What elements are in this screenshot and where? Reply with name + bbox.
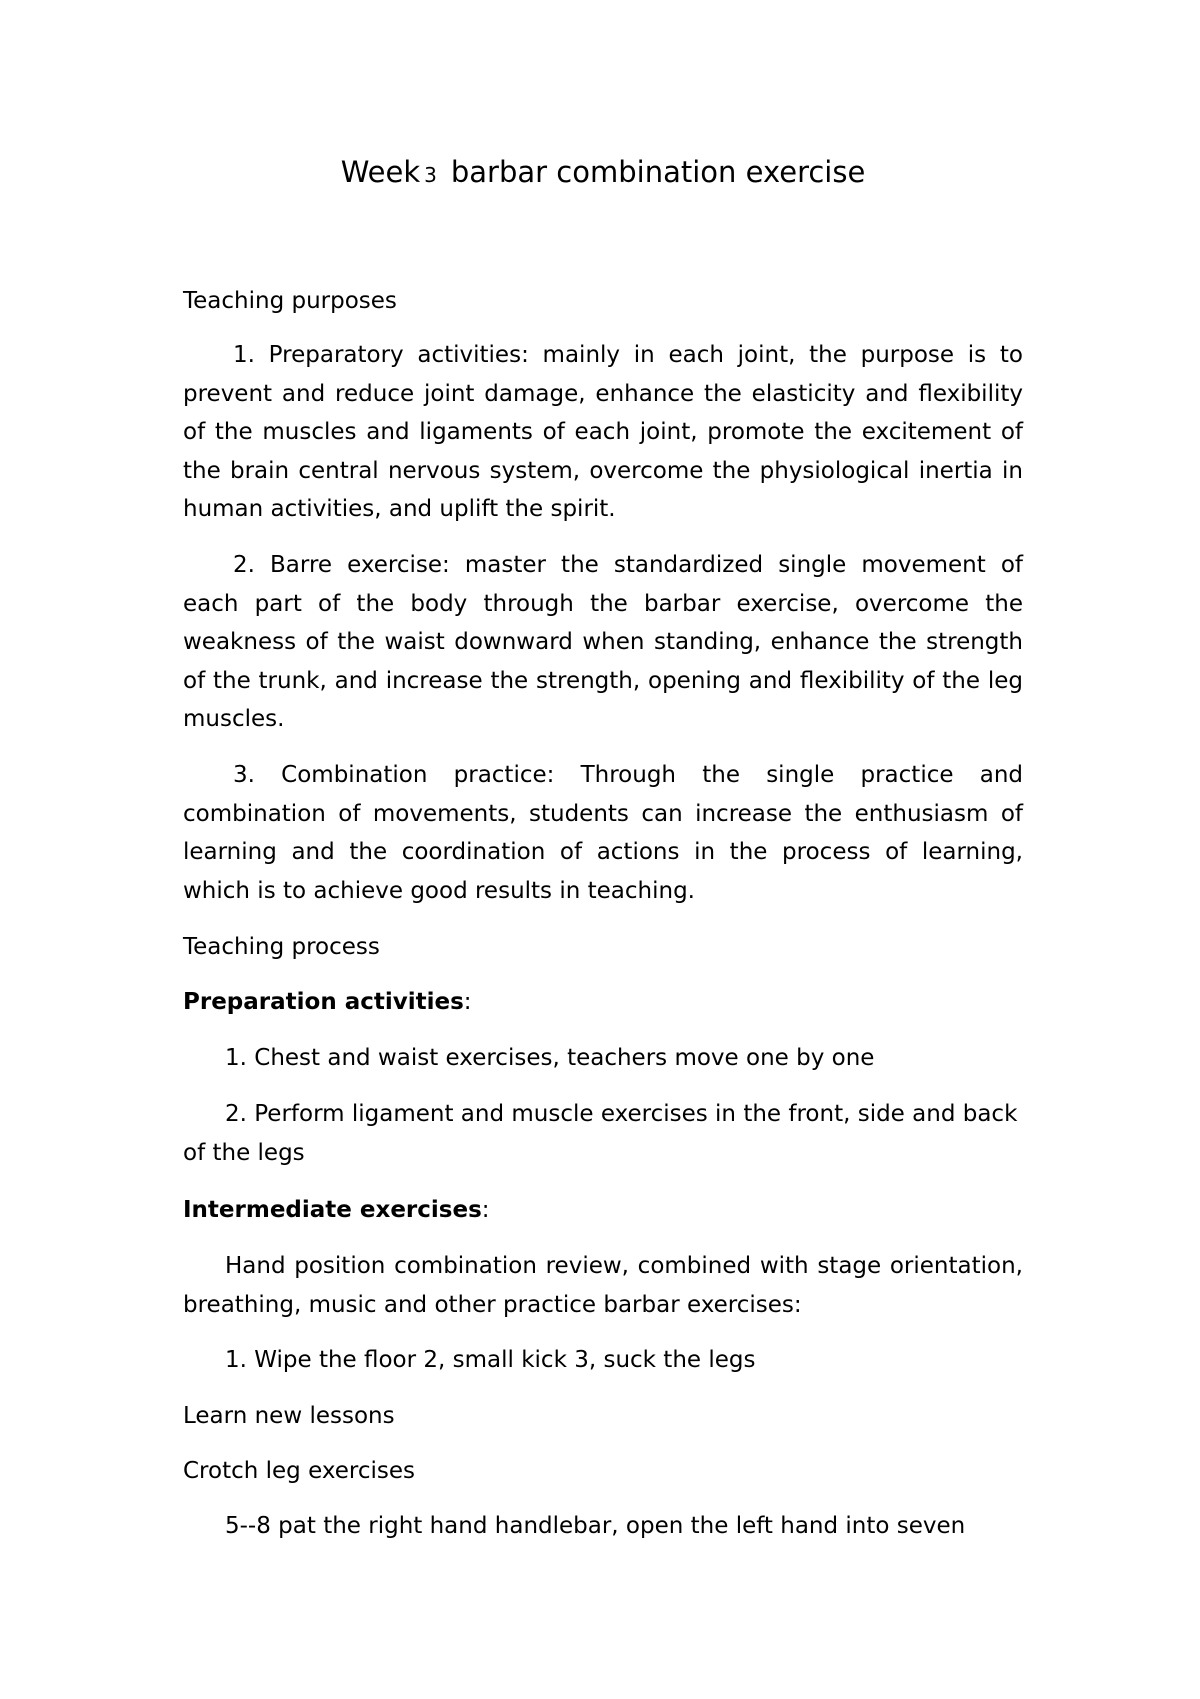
intermediate-heading-text: Intermediate exercises	[183, 1197, 482, 1223]
title-week-number: 3	[424, 163, 437, 187]
crotch-leg-exercises-label: Crotch leg exercises	[183, 1458, 415, 1484]
preparation-item-2: 2. Perform ligament and muscle exercises in the front, side and back of the legs	[183, 1101, 1018, 1166]
preparation-item-1: 1. Chest and waist exercises, teachers move one by one	[225, 1045, 875, 1071]
purpose-paragraph-3: 3. Combination practice: Through the single practice and combination of movements, students can increase the enthusiasm of learning and the coordination of actions in the process of learning, which is to achieve good results in teaching.	[183, 762, 1023, 904]
intermediate-heading	[183, 1191, 1023, 1230]
intermediate-paragraph: Hand position combination review, combined with stage orientation, breathing, music and other practice barbar exercises:	[183, 1253, 1023, 1318]
title-prefix: Week	[340, 155, 421, 189]
preparation-heading-text: Preparation activities	[183, 989, 464, 1015]
title-rest: barbar combination exercise	[450, 155, 866, 189]
intermediate-item-1: 1. Wipe the floor 2, small kick 3, suck the legs	[225, 1347, 756, 1373]
preparation-heading	[183, 983, 1023, 1022]
preparation-heading-colon: :	[463, 989, 472, 1015]
last-line: 5--8 pat the right hand handlebar, open the left hand into seven	[225, 1513, 966, 1539]
purpose-paragraph-1: 1. Preparatory activities: mainly in each joint, the purpose is to prevent and reduce joint damage, enhance the elasticity and flexibility of the muscles and ligaments of each joint, promote the excitement of the brain central nervous system, overcome the physiological inertia in human activities, and uplift the spirit.	[183, 342, 1023, 522]
purpose-paragraph-2: 2. Barre exercise: master the standardized single movement of each part of the body through the barbar exercise, overcome the weakness of the waist downward when standing, enhance the strength of the trunk, and increase the strength, opening and flexibility of the leg muscles.	[183, 552, 1023, 732]
teaching-purposes-label: Teaching purposes	[183, 288, 397, 314]
intermediate-heading-colon: :	[481, 1197, 490, 1223]
learn-new-lessons-label: Learn new lessons	[183, 1403, 395, 1429]
document-title	[183, 152, 1023, 195]
teaching-process-label: Teaching process	[183, 934, 380, 960]
